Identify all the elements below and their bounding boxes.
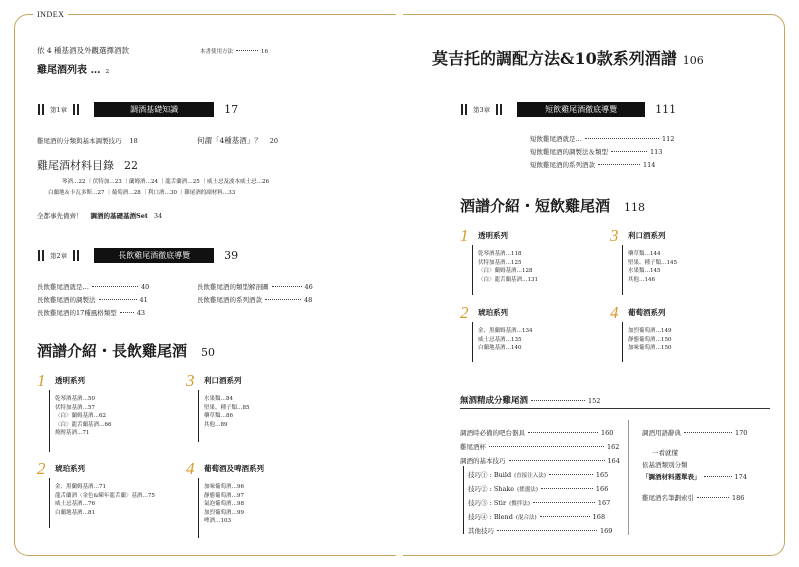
bottom-item-3[interactable]: 技巧① : Build (直接注入法) 165	[468, 471, 609, 479]
ch3-item-2[interactable]: 短飲雞尾酒的系列酒款 114	[530, 161, 656, 169]
left-group-1-list: 乾琴酒基酒…50 伏特加基酒…57 〈白〉蘭姆基酒…62 〈白〉龍舌蘭基酒…66 燒酎基酒…71	[55, 396, 112, 436]
bottom-item-6[interactable]: 技巧④ : Blend (混合法) 168	[468, 513, 606, 521]
ch2-left-2[interactable]: 長飲雞尾酒的17種風格類型 43	[37, 309, 146, 317]
right-group-2-list: 金、黑蘭姆基酒…134 威士忌基酒…135 白蘭地基酒…140	[478, 328, 533, 351]
howto-entry[interactable]: 本書使用方法 16	[200, 49, 269, 55]
non-alcoholic-entry[interactable]: 無酒精成分雞尾酒 152	[460, 396, 601, 406]
right-group-4-list: 加烈葡萄酒…149 靜態葡萄酒…150 加味葡萄酒…150	[628, 328, 672, 351]
right-group-3-list: 藥草類…144 堅果、種子類…145 水果類…145 其他…146	[628, 251, 677, 283]
left-group-2-list: 金、黑蘭姆基酒…71 龍舌蘭酒〈金色&陳年龍舌蘭〉基酒…75 威士忌基酒…76 白蘭地基酒…81	[55, 484, 155, 516]
name-index-entry[interactable]: 雞尾酒名筆劃索引 186	[642, 494, 745, 502]
bottom-item-4[interactable]: 技巧② : Shake (搖盪法) 166	[468, 485, 609, 493]
chapter-3-heading[interactable]: 第3章 短飲雞尾酒徹底導覽 111	[460, 102, 676, 117]
ch2-left-0[interactable]: 長飲雞尾酒就是… 40	[37, 283, 150, 291]
intro-title: 依 4 種基酒及外觀選擇酒款	[37, 46, 130, 55]
mojito-heading[interactable]: 莫吉托的調配方法&10款系列酒譜 106	[432, 49, 704, 68]
bottom-item-7[interactable]: 其他技巧 169	[468, 527, 613, 535]
ch1-item-0[interactable]: 雞尾酒的分類與基本調製技巧 18	[37, 137, 138, 145]
index-label: INDEX	[33, 10, 68, 19]
bottom-item-2[interactable]: 調酒的基本技巧 164	[460, 457, 620, 465]
chapter-2-heading[interactable]: 第2章 長飲雞尾酒徹底導覽 39	[37, 248, 238, 263]
short-drink-recipe-heading[interactable]: 酒譜介紹・短飲雞尾酒 118	[460, 197, 646, 215]
ch2-right-0[interactable]: 長飲雞尾酒的類型解剖圖 46	[197, 283, 313, 291]
lookup-entry[interactable]: 「調酒材料選單表」 174	[642, 473, 747, 481]
materials-row-2: 白蘭地＆卡瓦多斯…27 ｜葡萄酒…28 ｜利口酒…30 ｜雞尾酒的副材料…33	[48, 190, 236, 196]
left-group-3-list: 水果類…84 堅果、種子類…85 藥草類…86 其他…89	[204, 396, 250, 428]
ch3-item-1[interactable]: 短飲雞尾酒的調製法＆類型 113	[530, 148, 663, 156]
tools-entry[interactable]: 全都事先備齊！ 調酒的基礎基酒Set 34	[37, 212, 163, 220]
lookup-line-2: 依基酒類別分類	[642, 461, 688, 469]
ch1-item-1[interactable]: 何謂「4種基酒」？ 20	[197, 136, 279, 145]
ch2-left-1[interactable]: 長飲雞尾酒的調製法 41	[37, 296, 148, 304]
bottom-item-0[interactable]: 調酒時必備的吧台器具 160	[460, 429, 614, 437]
materials-row-1: 琴酒…22 ｜伏特加…23 ｜蘭姆酒…24 ｜龍舌蘭酒…25 ｜威士忌及波本威士忌…26	[62, 179, 269, 185]
lookup-line-1: 一看就懂	[652, 449, 678, 457]
chapter-1-heading[interactable]: 第1章 調酒基礎知識 17	[37, 102, 238, 117]
bottom-item-5[interactable]: 技巧③ : Stir (攪拌法) 167	[468, 499, 611, 507]
long-drink-recipe-heading[interactable]: 酒譜介紹・長飲雞尾酒 50	[37, 342, 216, 360]
materials-heading[interactable]: 雞尾酒材料目錄 22	[37, 159, 138, 172]
left-group-4-list: 加味葡萄酒…96 靜態葡萄酒…97 氣泡葡萄酒…98 加烈葡萄酒…99 啤酒…103	[204, 484, 244, 524]
intro-sub[interactable]: 雞尾酒列表 … 2	[37, 65, 110, 76]
right-group-1-list: 乾琴酒基酒…118 伏特加基酒…125 〈白〉蘭姆基酒…128 〈白〉龍舌蘭基酒…131	[478, 251, 538, 283]
glossary-entry[interactable]: 調酒用語辭典 170	[642, 429, 748, 437]
ch3-item-0[interactable]: 短飲雞尾酒就是… 112	[530, 135, 675, 143]
ch2-right-1[interactable]: 長飲雞尾酒的系列酒款 48	[197, 296, 313, 304]
bottom-item-1[interactable]: 雞尾酒杯 162	[460, 443, 620, 451]
